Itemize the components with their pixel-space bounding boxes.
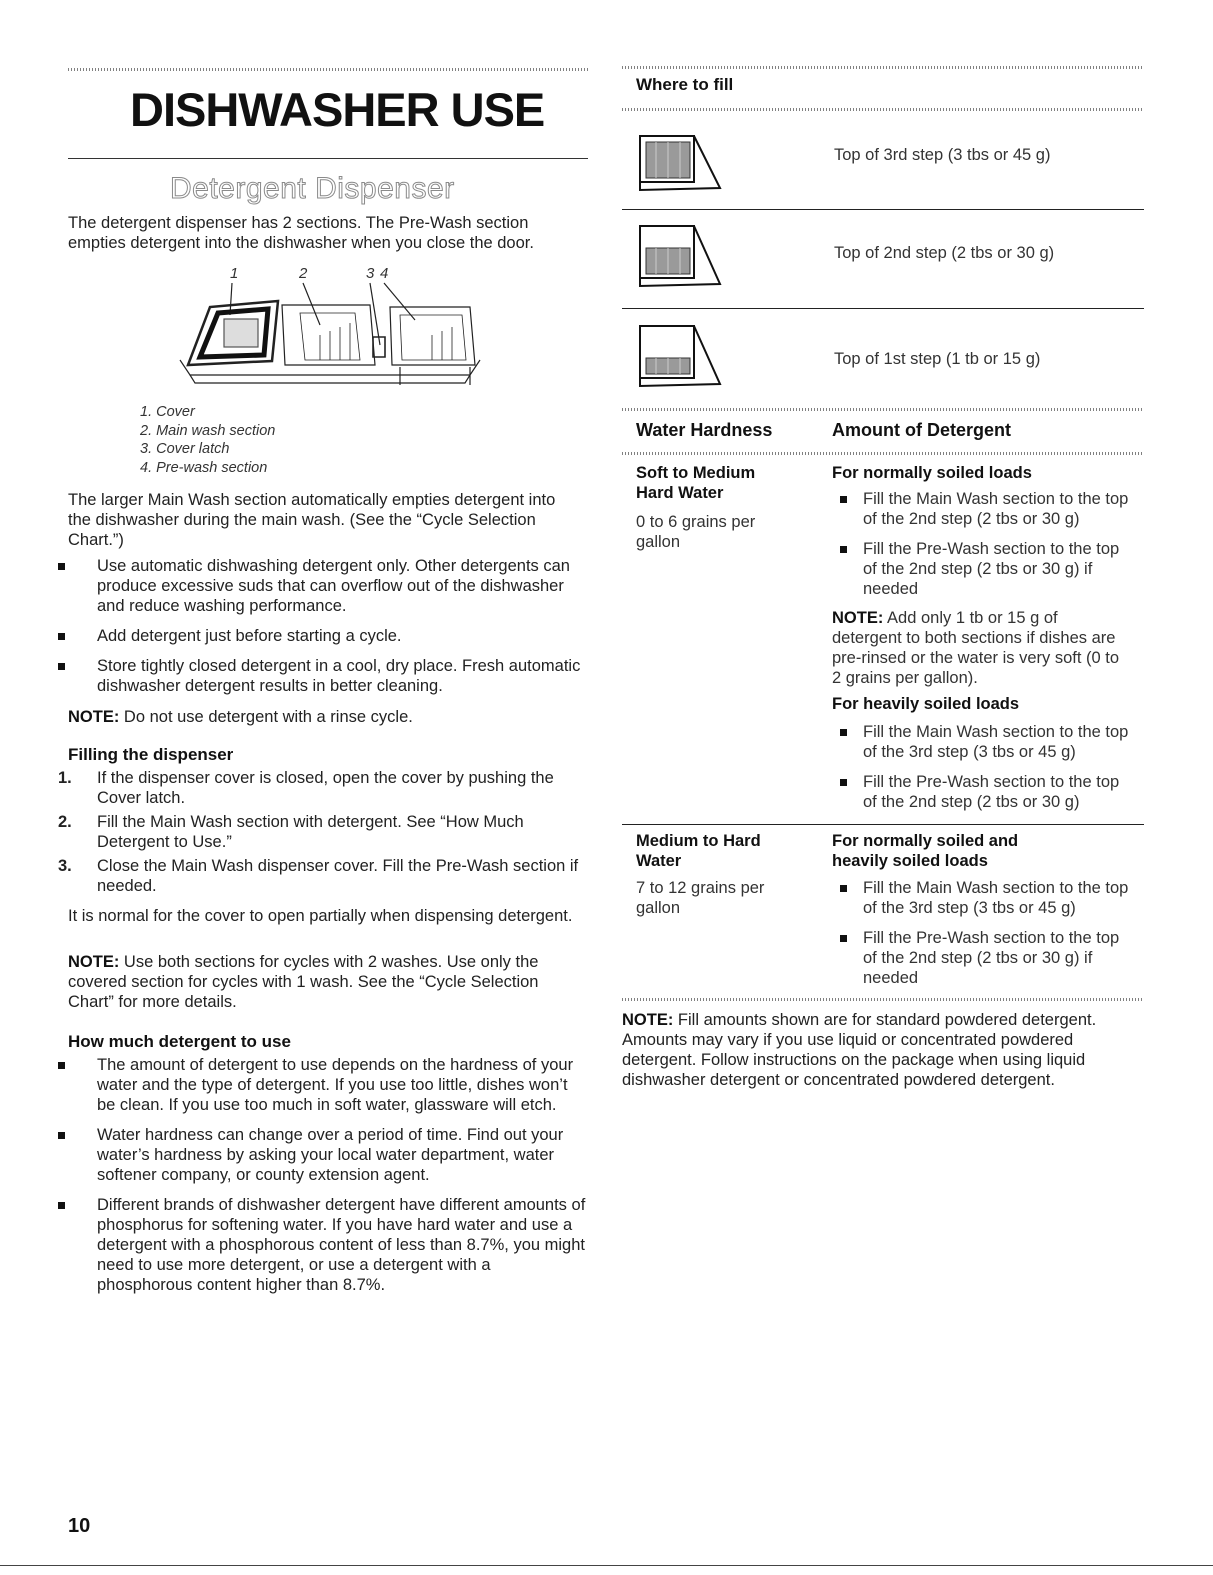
table-row	[636, 463, 806, 552]
filling-heading: Filling the dispenser	[68, 745, 234, 764]
page-title: DISHWASHER USE	[130, 83, 545, 136]
fill-level-text: Top of 2nd step (2 tbs or 30 g)	[834, 244, 1055, 262]
fill-row-divider	[622, 308, 1144, 309]
col-header-amount: Amount of Detergent	[832, 420, 1011, 440]
footer-rule	[0, 1565, 1213, 1566]
heavy-load-heading: For heavily soiled loads	[832, 695, 1020, 713]
list-item: Fill the Main Wash section to the top of the 2nd step (2 tbs or 30 g)	[832, 489, 1132, 529]
step-item: 2. Fill the Main Wash section with detergent. See “How Much Detergent to Use.”	[58, 813, 524, 851]
main-wash-paragraph: The larger Main Wash section automatically empties detergent into the dishwasher during the main wash. (See the “Cycle Selection Chart.”)	[68, 491, 556, 549]
callout-3: 3	[366, 265, 375, 282]
normal-load-heading: For normally soiled loads	[832, 464, 1032, 482]
fill-row	[622, 314, 1144, 404]
bottom-note: NOTE: Fill amounts shown are for standard powdered detergent. Amounts may vary if you use liquid or concentrated powdered detergent. Follow instructions on the package when using liquid dishwasher detergent or concentrated powdered detergent.	[622, 1011, 1097, 1089]
hardness-range: 0 to 6 grains per gallon	[636, 513, 756, 551]
dispenser-level-icon	[636, 222, 726, 290]
hardness-title: Soft to Medium Hard Water	[636, 464, 756, 502]
amount-cell	[832, 463, 1132, 812]
dispenser-illustration	[170, 265, 490, 395]
list-item: Fill the Pre-Wash section to the top of the 2nd step (2 tbs or 30 g) if needed	[832, 928, 1132, 988]
detergent-bullets	[58, 556, 583, 702]
filling-steps	[58, 768, 583, 896]
page-number: 10	[68, 1515, 91, 1537]
top-rule-left	[68, 68, 588, 71]
dispenser-diagram	[170, 265, 490, 395]
filling-paragraph: It is normal for the cover to open partially when dispensing detergent.	[68, 907, 573, 925]
fill-row	[622, 214, 1144, 304]
table-note: NOTE: Add only 1 tb or 15 g of detergent to both sections if dishes are pre-rinsed or the water is very soft (0 to 2 grains per gallon).	[832, 609, 1120, 687]
top-rule-right	[622, 66, 1144, 69]
list-item: Fill the Main Wash section to the top of the 3rd step (3 tbs or 45 g)	[832, 878, 1132, 918]
where-rule	[622, 108, 1144, 111]
col-header-hardness: Water Hardness	[636, 420, 773, 440]
note-rinse: NOTE: Do not use detergent with a rinse cycle.	[68, 708, 413, 726]
section-title: Detergent Dispenser	[170, 172, 455, 205]
dispenser-level-icon	[636, 322, 726, 390]
how-much-bullets	[58, 1055, 588, 1295]
table-top-rule	[622, 408, 1144, 411]
table-bottom-rule	[622, 998, 1144, 1001]
dispenser-level-icon	[636, 132, 726, 194]
fill-level-text: Top of 1st step (1 tb or 15 g)	[834, 350, 1041, 368]
callout-4: 4	[380, 265, 389, 282]
callout-2: 2	[299, 265, 308, 282]
caption-item: 1. Cover	[140, 404, 195, 420]
table-row	[636, 831, 806, 918]
title-underline	[68, 158, 588, 159]
fill-row-divider	[622, 209, 1144, 210]
list-item: Add detergent just before starting a cycle.	[58, 626, 583, 646]
caption-item: 2. Main wash section	[140, 422, 276, 439]
amount-cell	[832, 831, 1132, 988]
hardness-range: 7 to 12 grains per gallon	[636, 879, 765, 917]
list-item: Fill the Pre-Wash section to the top of the 2nd step (2 tbs or 30 g) if needed	[832, 539, 1132, 599]
step-item: 1. If the dispenser cover is closed, open the cover by pushing the Cover latch.	[58, 769, 554, 807]
list-item: Water hardness can change over a period of time. Find out your water’s hardness by asking your local water department, water softener company, or county extension agent.	[58, 1125, 588, 1185]
caption-item: 3. Cover latch	[140, 441, 230, 457]
where-to-fill-heading: Where to fill	[636, 75, 734, 94]
fill-level-text: Top of 3rd step (3 tbs or 45 g)	[834, 146, 1051, 164]
fill-row	[622, 120, 1144, 210]
caption-item: 4. Pre-wash section	[140, 459, 268, 476]
list-item: Use automatic dishwashing detergent only. Other detergents can produce excessive suds that can overflow out of the dishwasher and reduce washing performance.	[58, 556, 583, 616]
list-item: Store tightly closed detergent in a cool, dry place. Fresh automatic dishwasher detergent results in better cleaning.	[58, 656, 583, 696]
list-item: Fill the Pre-Wash section to the top of the 2nd step (2 tbs or 30 g)	[832, 772, 1132, 812]
note-washes: NOTE: Use both sections for cycles with 2 washes. Use only the covered section for cycles with 1 wash. See the “Cycle Selection Chart” for more details.	[68, 953, 539, 1011]
callout-1: 1	[230, 265, 239, 282]
table-header-rule	[622, 452, 1144, 455]
normal-load-heading: For normally soiled and heavily soiled loads	[832, 832, 1019, 870]
intro-paragraph: The detergent dispenser has 2 sections. The Pre-Wash section empties detergent into the dishwasher when you close the door.	[68, 214, 534, 252]
hardness-title: Medium to Hard Water	[636, 832, 761, 870]
step-item: 3. Close the Main Wash dispenser cover. Fill the Pre-Wash section if needed.	[58, 857, 579, 895]
list-item: Different brands of dishwasher detergent have different amounts of phosphorus for softening water. If you have hard water and use a detergent with a phosphorous content of less than 8.7%, you might need to use more detergent, or use a detergent with a phosphorous content higher than 8.7%.	[58, 1195, 588, 1295]
diagram-captions	[140, 403, 275, 477]
list-item: Fill the Main Wash section to the top of the 3rd step (3 tbs or 45 g)	[832, 722, 1132, 762]
how-much-heading: How much detergent to use	[68, 1032, 291, 1051]
table-row-divider	[622, 824, 1144, 825]
list-item: The amount of detergent to use depends on the hardness of your water and the type of detergent. If you use too little, dishes won’t be clean. If you use too much in soft water, glassware will etch.	[58, 1055, 588, 1115]
